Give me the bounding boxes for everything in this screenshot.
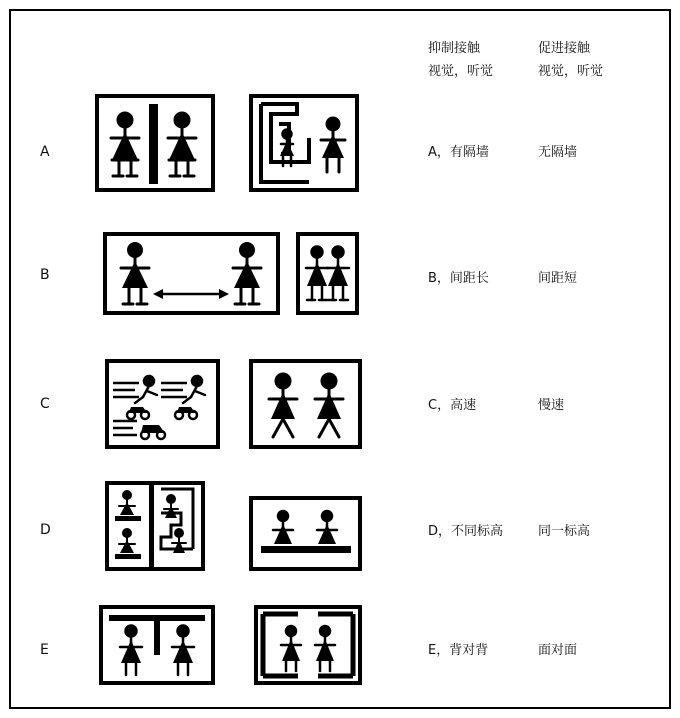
figures-with-partition-wall-icon <box>99 98 211 188</box>
different-levels-stairs-icon <box>109 485 201 567</box>
row-letter-c: C <box>40 396 50 412</box>
row-b-right-illustration <box>296 232 359 315</box>
row-c-left-label: C，高速 <box>428 398 477 413</box>
row-d-left-label: D，不同标高 <box>428 524 504 539</box>
row-c-right-illustration <box>249 359 362 449</box>
figures-close-together-icon <box>300 236 355 311</box>
column-header-promote-line1: 促进接触 <box>538 41 591 56</box>
row-e-right-label: 面对面 <box>538 643 578 658</box>
row-a-right-label: 无隔墙 <box>538 145 578 160</box>
row-c-right-label: 慢速 <box>538 398 565 413</box>
row-d-right-label: 同一标高 <box>538 524 591 539</box>
column-header-inhibit-line2: 视觉，听觉 <box>428 64 494 79</box>
row-a-left-label: A，有隔墙 <box>428 145 489 160</box>
fast-vehicles-icon <box>109 363 216 445</box>
row-a-left-illustration <box>95 94 215 192</box>
row-b-left-illustration <box>103 232 280 315</box>
figures-far-apart-icon <box>107 236 276 311</box>
same-level-platform-icon <box>253 500 358 567</box>
row-e-left-label: E，背对背 <box>428 643 489 658</box>
walking-slowly-icon <box>253 363 358 445</box>
row-a-right-illustration <box>249 94 359 192</box>
row-letter-e: E <box>40 642 49 658</box>
row-b-left-label: B，间距长 <box>428 271 489 286</box>
row-c-left-illustration <box>105 359 220 449</box>
open-spiral-space-icon <box>253 98 355 188</box>
column-header-inhibit-line1: 抑制接触 <box>428 41 481 56</box>
face-to-face-icon <box>258 609 358 681</box>
back-to-back-icon <box>103 609 211 681</box>
row-letter-d: D <box>40 522 51 538</box>
row-e-right-illustration <box>254 605 362 685</box>
row-letter-b: B <box>40 267 50 283</box>
row-d-right-illustration <box>249 496 362 571</box>
row-e-left-illustration <box>99 605 215 685</box>
column-header-promote-line2: 视觉，听觉 <box>538 64 604 79</box>
diagram-frame <box>9 9 671 709</box>
row-letter-a: A <box>40 144 50 160</box>
row-d-left-illustration <box>105 481 205 571</box>
row-b-right-label: 间距短 <box>538 271 578 286</box>
